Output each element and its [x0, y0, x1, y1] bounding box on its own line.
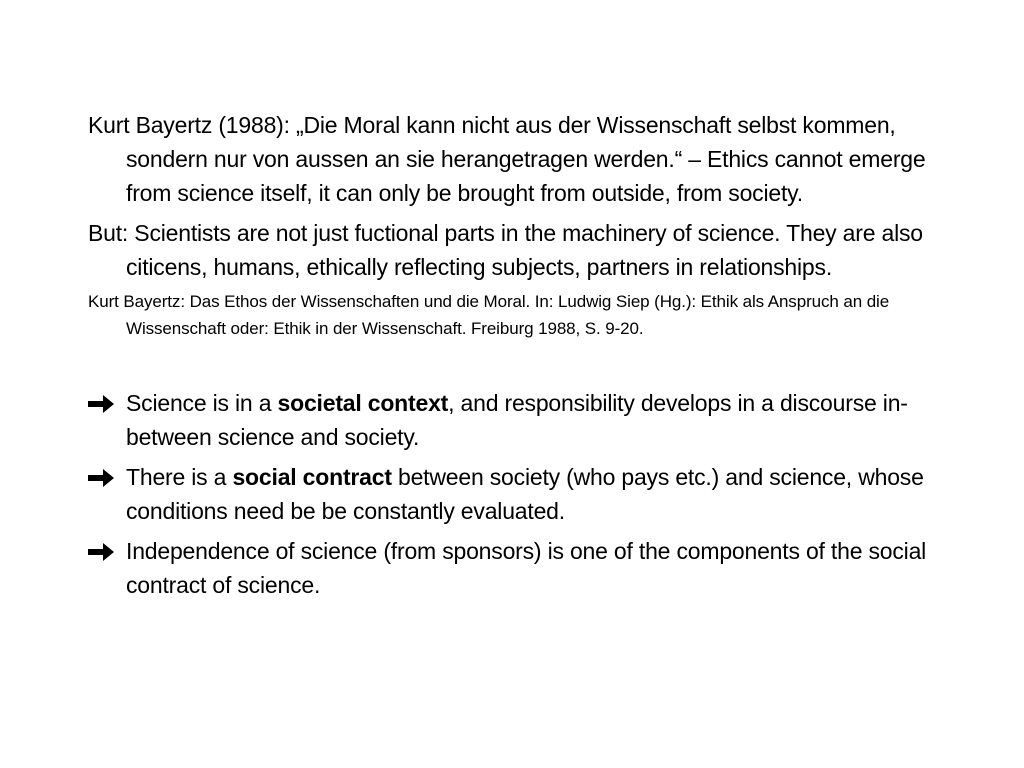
bullet-text-after: between society (who pays etc.) and science, whose conditions need be be constantly evaluated. — [126, 464, 924, 524]
scientists-paragraph: But: Scientists are not just fuctional parts in the machinery of science. They are also citicens, humans, ethically reflecting subjects, partners in relationships. — [88, 220, 923, 280]
list-item — [88, 534, 948, 602]
bullet-text-before: There is a — [126, 464, 233, 490]
bullet-text-after: , and responsibility develops in a discourse in-between science and society. — [126, 390, 908, 450]
bayertz-quote-paragraph: Kurt Bayertz (1988): „Die Moral kann nicht aus der Wissenschaft selbst kommen, sondern nur von aussen an sie herangetragen werden.“ – Ethics cannot emerge from science itself, it can only be brought from outside, from society. — [88, 112, 926, 206]
list-item — [88, 386, 948, 454]
right-arrow-icon — [88, 543, 114, 561]
bullet-text-before: Independence of science (from sponsors) is one of the components of the social contract of science. — [126, 538, 927, 598]
reference-citation: Kurt Bayertz: Das Ethos der Wissenschaften und die Moral. In: Ludwig Siep (Hg.): Ethik als Anspruch an die Wissenschaft oder: Ethik in der Wissenschaft. Freiburg 1988, S. 9-20. — [88, 292, 890, 338]
bullet-text-before: Science is in a — [126, 390, 278, 416]
conclusion-list — [88, 386, 948, 602]
list-item — [88, 460, 948, 528]
bullet-bold-term: social contract — [232, 464, 392, 490]
slide-content — [88, 108, 948, 602]
bullet-bold-term: societal context — [277, 390, 449, 416]
right-arrow-icon — [88, 395, 114, 413]
right-arrow-icon — [88, 469, 114, 487]
